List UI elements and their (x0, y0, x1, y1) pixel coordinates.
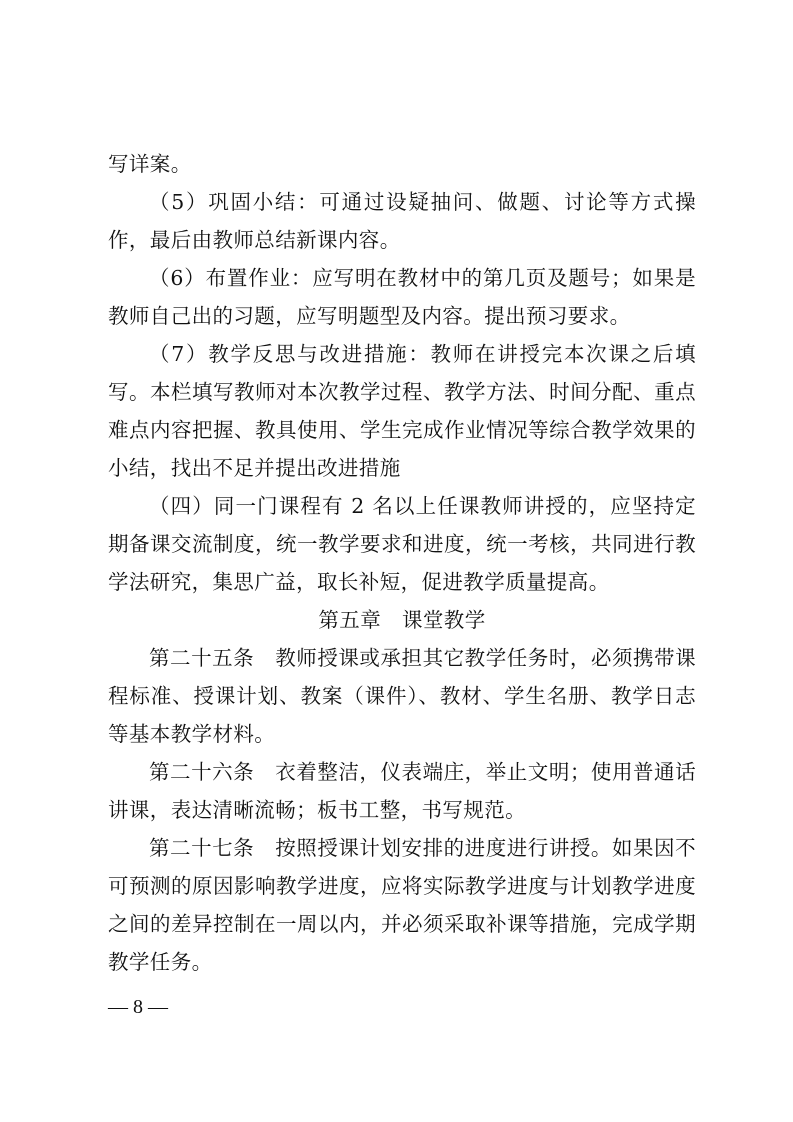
chapter-heading: 第五章 课堂教学 (318, 608, 486, 632)
paragraph-item-7: （7）教学反思与改进措施：教师在讲授完本次课之后填写。本栏填写教师对本次教学过程、教学方法、时间分配、重点难点内容把握、教具使用、学生完成作业情况等综合教学效果的小结，找出不足并提出改进措施 (108, 342, 696, 480)
page-number: — 8 — (108, 996, 168, 1018)
paragraph-item-5: （5）巩固小结：可通过设疑抽问、做题、讨论等方式操作，最后由教师总结新课内容。 (108, 190, 696, 252)
paragraph-item-6: （6）布置作业：应写明在教材中的第几页及题号；如果是教师自己出的习题，应写明题型及内容。提出预习要求。 (108, 266, 696, 328)
paragraph-continuation: 写详案。 (108, 152, 192, 176)
article-27: 第二十七条 按照授课计划安排的进度进行讲授。如果因不可预测的原因影响教学进度，应将实际教学进度与计划教学进度之间的差异控制在一周以内，并必须采取补课等措施，完成学期教学任务。 (108, 836, 696, 974)
paragraph-section-4: （四）同一门课程有 2 名以上任课教师讲授的，应坚持定期备课交流制度，统一教学要求和进度，统一考核，共同进行教学法研究，集思广益，取长补短，促进教学质量提高。 (108, 494, 696, 594)
article-25: 第二十五条 教师授课或承担其它教学任务时，必须携带课程标准、授课计划、教案（课件）、教材、学生名册、教学日志等基本教学材料。 (108, 646, 696, 746)
document-body (108, 145, 696, 981)
article-26: 第二十六条 衣着整洁，仪表端庄，举止文明；使用普通话讲课，表达清晰流畅；板书工整，书写规范。 (108, 760, 696, 822)
